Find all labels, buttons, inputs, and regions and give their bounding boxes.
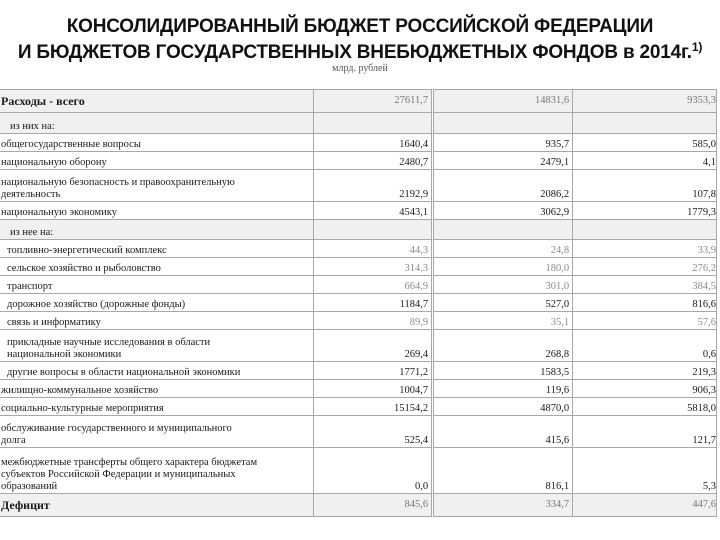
value-cell: 447,6 <box>573 494 717 517</box>
value-cell: 24,8 <box>434 240 573 258</box>
table-row <box>0 276 717 294</box>
value-cell: 816,6 <box>573 294 717 312</box>
value-cell: 906,3 <box>573 380 717 398</box>
table-row <box>0 202 717 220</box>
title-line-2 <box>0 40 720 64</box>
value-cell: 2086,2 <box>434 170 573 202</box>
value-cell: 14831,6 <box>434 90 573 113</box>
value-cell <box>313 113 431 134</box>
value-cell: 384,5 <box>573 276 717 294</box>
value-cell <box>434 113 573 134</box>
row-label: жилищно-коммунальное хозяйство <box>0 380 313 398</box>
row-label: национальную безопасность и правоохранительную деятельность <box>0 170 313 202</box>
value-cell: 89,9 <box>313 312 431 330</box>
value-cell: 1184,7 <box>313 294 431 312</box>
value-cell: 1583,5 <box>434 362 573 380</box>
row-label: другие вопросы в области национальной экономики <box>0 362 313 380</box>
value-cell: 527,0 <box>434 294 573 312</box>
value-cell: 27611,7 <box>313 90 431 113</box>
value-cell: 33,9 <box>573 240 717 258</box>
table-row <box>0 380 717 398</box>
table-row <box>0 170 717 202</box>
value-cell: 816,1 <box>434 448 573 494</box>
value-cell: 269,4 <box>313 330 431 362</box>
value-cell: 219,3 <box>573 362 717 380</box>
value-cell: 664,9 <box>313 276 431 294</box>
units-label: млрд. рублей <box>332 63 388 74</box>
value-cell: 4543,1 <box>313 202 431 220</box>
value-cell: 119,6 <box>434 380 573 398</box>
table-row-total <box>0 494 717 517</box>
value-cell: 2480,7 <box>313 152 431 170</box>
row-label: топливно-энергетический комплекс <box>0 240 313 258</box>
row-label: транспорт <box>0 276 313 294</box>
budget-table <box>0 89 717 517</box>
table-row <box>0 220 717 240</box>
value-cell: 3062,9 <box>434 202 573 220</box>
table-row <box>0 398 717 416</box>
value-cell: 35,1 <box>434 312 573 330</box>
value-cell: 4,1 <box>573 152 717 170</box>
table-row <box>0 113 717 134</box>
value-cell: 121,7 <box>573 416 717 448</box>
value-cell: 44,3 <box>313 240 431 258</box>
table-row <box>0 240 717 258</box>
row-label: связь и информатику <box>0 312 313 330</box>
value-cell: 4870,0 <box>434 398 573 416</box>
row-label: национальную оборону <box>0 152 313 170</box>
value-cell: 301,0 <box>434 276 573 294</box>
value-cell <box>313 220 431 240</box>
value-cell: 0,6 <box>573 330 717 362</box>
value-cell: 1004,7 <box>313 380 431 398</box>
row-label: Расходы - всего <box>0 90 313 113</box>
value-cell: 935,7 <box>434 134 573 152</box>
value-cell: 585,0 <box>573 134 717 152</box>
table-row-total <box>0 90 717 113</box>
value-cell: 268,8 <box>434 330 573 362</box>
row-label: межбюджетные трансферты общего характера бюджетам субъектов Российской Федерации и муниципальных образований <box>0 448 313 494</box>
row-label: обслуживание государственного и муниципального долга <box>0 416 313 448</box>
value-cell: 2192,9 <box>313 170 431 202</box>
row-label: Дефицит <box>0 494 313 517</box>
table-row <box>0 258 717 276</box>
table-row <box>0 330 717 362</box>
value-cell: 1640,4 <box>313 134 431 152</box>
value-cell <box>434 220 573 240</box>
footnote-mark: 1) <box>691 40 703 54</box>
value-cell: 1771,2 <box>313 362 431 380</box>
value-cell: 276,2 <box>573 258 717 276</box>
row-label: общегосударственные вопросы <box>0 134 313 152</box>
value-cell: 2479,1 <box>434 152 573 170</box>
row-label: из них на: <box>0 113 313 134</box>
value-cell: 845,6 <box>313 494 431 517</box>
value-cell <box>573 220 717 240</box>
row-label: дорожное хозяйство (дорожные фонды) <box>0 294 313 312</box>
value-cell: 107,8 <box>573 170 717 202</box>
value-cell: 57,6 <box>573 312 717 330</box>
row-label: национальную экономику <box>0 202 313 220</box>
value-cell: 525,4 <box>313 416 431 448</box>
title-line-1: КОНСОЛИДИРОВАННЫЙ БЮДЖЕТ РОССИЙСКОЙ ФЕДЕРАЦИИ <box>66 16 654 37</box>
value-cell: 180,0 <box>434 258 573 276</box>
table-row <box>0 416 717 448</box>
value-cell: 314,3 <box>313 258 431 276</box>
title-line-2-text: И БЮДЖЕТОВ ГОСУДАРСТВЕННЫХ ВНЕБЮДЖЕТНЫХ ФОНДОВ в 2014г. <box>17 42 692 63</box>
table-row <box>0 362 717 380</box>
table-row <box>0 312 717 330</box>
row-label: прикладные научные исследования в области национальной экономики <box>0 330 313 362</box>
value-cell: 334,7 <box>434 494 573 517</box>
value-cell: 0,0 <box>313 448 431 494</box>
value-cell: 1779,3 <box>573 202 717 220</box>
row-label: сельское хозяйство и рыболовство <box>0 258 313 276</box>
value-cell: 5818,0 <box>573 398 717 416</box>
value-cell: 415,6 <box>434 416 573 448</box>
table-row <box>0 294 717 312</box>
value-cell: 9353,3 <box>573 90 717 113</box>
table-row <box>0 134 717 152</box>
table-row <box>0 152 717 170</box>
value-cell <box>573 113 717 134</box>
value-cell: 5,3 <box>573 448 717 494</box>
row-label: социально-культурные мероприятия <box>0 398 313 416</box>
value-cell: 15154,2 <box>313 398 431 416</box>
table-row <box>0 448 717 494</box>
row-label: из нее на: <box>0 220 313 240</box>
